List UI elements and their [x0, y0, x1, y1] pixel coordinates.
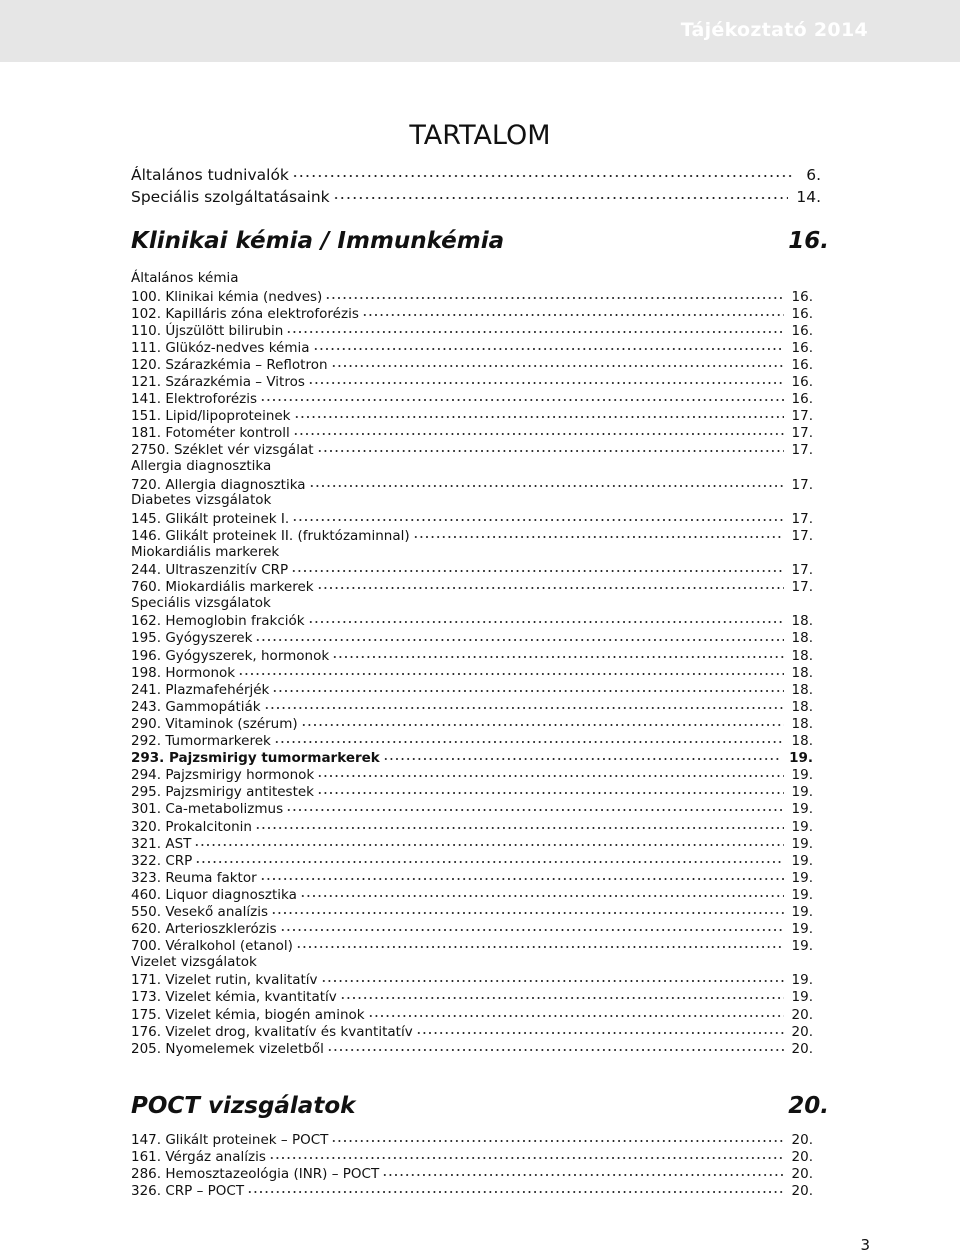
toc-entry-page: 19.	[791, 818, 813, 835]
toc-entry-page: 20.	[791, 1165, 813, 1182]
toc-entry[interactable]	[131, 424, 813, 441]
toc-entry[interactable]	[131, 321, 813, 338]
page-number: 3	[860, 1236, 870, 1254]
dot-leader	[260, 390, 784, 404]
dot-leader	[255, 629, 783, 643]
toc-entry[interactable]	[131, 1164, 813, 1181]
toc-entry[interactable]	[131, 287, 813, 304]
section-title: POCT vizsgálatok	[131, 1093, 356, 1119]
toc-entry[interactable]	[131, 732, 813, 749]
toc-entry-page: 18.	[791, 647, 813, 664]
toc-entry-label: 301. Ca-metabolizmus	[131, 801, 284, 817]
toc-entry-page: 18.	[791, 664, 813, 681]
dot-leader	[332, 646, 783, 660]
toc-entry-label: 326. CRP – POCT	[131, 1182, 245, 1199]
toc-entry[interactable]	[131, 1130, 813, 1147]
toc-entry-page: 16.	[791, 339, 813, 356]
toc-entry-label: 323. Reuma faktor	[131, 869, 257, 886]
toc-entry-page: 17.	[791, 527, 813, 544]
toc-entry[interactable]	[131, 526, 813, 543]
category-heading: Vizelet vizsgálatok	[131, 953, 257, 970]
header-band	[0, 0, 960, 62]
toc-entry-page: 19.	[791, 869, 813, 886]
dot-leader	[313, 338, 784, 352]
toc-entry-page: 19.	[789, 750, 813, 766]
section-toc-list-klinikai-kemia	[131, 270, 813, 1056]
category-heading: Speciális vizsgálatok	[131, 594, 271, 611]
toc-entry-label: 147. Glikált proteinek – POCT	[131, 1131, 329, 1148]
toc-entry-label: 145. Glikált proteinek I.	[131, 510, 290, 527]
toc-entry-page: 20.	[791, 1023, 813, 1040]
section-toc-list-poct	[131, 1130, 813, 1198]
toc-entry[interactable]	[131, 1181, 813, 1198]
toc-entry-label: 321. AST	[131, 835, 192, 852]
toc-entry-page: 19.	[791, 886, 813, 903]
toc-entry[interactable]	[131, 164, 821, 186]
toc-entry-label: 720. Allergia diagnosztika	[131, 476, 306, 493]
toc-entry[interactable]	[131, 304, 813, 321]
toc-entry-page: 19.	[791, 938, 813, 954]
category-heading: Allergia diagnosztika	[131, 458, 272, 475]
section-page: 16.	[788, 228, 829, 254]
toc-entry-page: 16.	[791, 356, 813, 373]
toc-entry[interactable]	[131, 817, 813, 834]
dot-leader	[264, 697, 784, 711]
toc-entry[interactable]	[131, 868, 813, 885]
toc-entry-label: 292. Tumormarkerek	[131, 733, 271, 749]
toc-entry-page: 20.	[791, 1006, 813, 1023]
toc-entry-label: 290. Vitaminok (szérum)	[131, 715, 298, 732]
dot-leader	[194, 834, 783, 848]
general-toc-list	[131, 164, 821, 208]
dot-leader	[362, 304, 784, 318]
dot-leader	[292, 509, 783, 523]
toc-entry[interactable]	[131, 783, 813, 800]
dot-leader	[238, 663, 783, 677]
toc-entry[interactable]	[131, 800, 813, 817]
toc-entry-label: 146. Glikált proteinek II. (fruktózaminnal)	[131, 527, 410, 544]
toc-entry-label: 700. Véralkohol (etanol)	[131, 938, 293, 954]
toc-entry-page: 19.	[791, 852, 813, 869]
toc-entry-label: 295. Pajzsmirigy antitestek	[131, 784, 315, 800]
toc-entry-page: 17.	[791, 408, 813, 424]
dot-leader	[317, 441, 784, 455]
toc-entry[interactable]	[131, 561, 813, 578]
toc-entry[interactable]	[131, 338, 813, 355]
toc-entry-page: 20.	[791, 1182, 813, 1199]
toc-entry[interactable]	[131, 1005, 813, 1022]
toc-entry-label: 171. Vizelet rutin, kvalitatív	[131, 972, 318, 988]
toc-entry-label: 294. Pajzsmirigy hormonok	[131, 767, 315, 783]
toc-entry-label: 161. Vérgáz analízis	[131, 1148, 266, 1165]
toc-entry-label: 198. Hormonok	[131, 664, 236, 681]
toc-entry-page: 16.	[791, 374, 813, 390]
toc-entry-label: 2750. Széklet vér vizsgálat	[131, 442, 314, 459]
toc-entry[interactable]	[131, 441, 813, 458]
toc-entry-label: 293. Pajzsmirigy tumormarkerek	[131, 750, 380, 766]
toc-entry-page: 18.	[791, 681, 813, 698]
toc-entry[interactable]	[131, 766, 813, 783]
toc-entry-label: 550. Vesekő analízis	[131, 903, 269, 920]
toc-entry[interactable]	[131, 475, 813, 492]
dot-leader	[317, 578, 784, 592]
toc-entry[interactable]	[131, 885, 813, 902]
toc-entry[interactable]	[131, 646, 813, 663]
toc-entry-label: 100. Klinikai kémia (nedves)	[131, 288, 323, 305]
section-heading-klinikai-kemia	[131, 228, 829, 254]
toc-entry[interactable]	[131, 971, 813, 988]
dot-leader	[333, 186, 789, 202]
toc-entry-label: 151. Lipid/lipoproteinek	[131, 408, 291, 424]
dot-leader	[272, 680, 783, 694]
toc-entry[interactable]	[131, 612, 813, 629]
dot-leader	[195, 851, 783, 865]
toc-entry-label: 320. Prokalcitonin	[131, 818, 252, 835]
section-page: 20.	[788, 1093, 829, 1119]
toc-entry-page: 16.	[791, 322, 813, 339]
section-title: Klinikai kémia / Immunkémia	[131, 228, 505, 254]
toc-entry-label: Speciális szolgáltatásaink	[131, 187, 330, 206]
toc-entry-page: 16.	[791, 305, 813, 322]
toc-entry[interactable]	[131, 578, 813, 595]
toc-title: TARTALOM	[409, 120, 551, 151]
dot-leader	[308, 373, 784, 387]
toc-entry[interactable]	[131, 509, 813, 526]
dot-leader	[416, 1022, 784, 1036]
toc-entry-label: 243. Gammopátiák	[131, 698, 261, 715]
dot-leader	[331, 1130, 783, 1144]
dot-leader	[340, 988, 784, 1002]
toc-entry-page: 6.	[806, 165, 821, 184]
toc-entry-page: 19.	[791, 801, 813, 817]
toc-entry-page: 20.	[791, 1148, 813, 1165]
toc-entry-page: 19.	[791, 784, 813, 800]
dot-leader	[327, 1039, 784, 1053]
dot-leader	[247, 1181, 783, 1195]
toc-entry-page: 19.	[791, 835, 813, 852]
toc-entry-page: 20.	[791, 1040, 813, 1057]
toc-entry-page: 17.	[791, 425, 813, 441]
toc-entry-label: 205. Nyomelemek vizeletből	[131, 1040, 324, 1057]
toc-entry-label: 241. Plazmafehérjék	[131, 681, 270, 698]
toc-entry[interactable]	[131, 834, 813, 851]
dot-leader	[293, 424, 784, 438]
toc-entry[interactable]	[131, 1147, 813, 1164]
dot-leader	[292, 164, 793, 180]
toc-entry[interactable]	[131, 663, 813, 680]
dot-leader	[271, 902, 783, 916]
toc-entry-label: 141. Elektroforézis	[131, 391, 258, 407]
toc-entry[interactable]	[131, 851, 813, 868]
toc-entry[interactable]	[131, 680, 813, 697]
toc-entry[interactable]	[131, 920, 813, 937]
toc-entry-label: 244. Ultraszenzitív CRP	[131, 562, 289, 578]
toc-entry-page: 18.	[791, 613, 813, 629]
dot-leader	[274, 732, 784, 746]
toc-entry-page: 18.	[791, 715, 813, 732]
dot-leader	[300, 885, 784, 899]
toc-entry-page: 17.	[791, 476, 813, 493]
toc-entry-page: 18.	[791, 630, 813, 647]
dot-leader	[317, 766, 783, 780]
toc-entry-label: 620. Arterioszklerózis	[131, 921, 277, 937]
toc-entry-label: 196. Gyógyszerek, hormonok	[131, 647, 330, 664]
toc-entry-label: 121. Szárazkémia – Vitros	[131, 374, 305, 390]
toc-entry-label: 111. Glükóz-nedves kémia	[131, 339, 310, 356]
section-heading-poct	[131, 1093, 829, 1119]
toc-entry-label: 110. Újszülött bilirubin	[131, 322, 284, 339]
toc-entry[interactable]	[131, 355, 813, 372]
toc-entry-label: 286. Hemosztazeológia (INR) – POCT	[131, 1165, 380, 1182]
toc-entry-page: 20.	[791, 1131, 813, 1148]
toc-entry-label: 322. CRP	[131, 852, 193, 869]
toc-entry[interactable]	[131, 937, 813, 954]
dot-leader	[331, 355, 784, 369]
toc-entry-page: 17.	[791, 442, 813, 459]
toc-entry[interactable]	[131, 1022, 813, 1039]
dot-leader	[309, 475, 784, 489]
category-heading: Általános kémia	[131, 270, 239, 286]
dot-leader	[294, 407, 784, 421]
toc-entry-label: 120. Szárazkémia – Reflotron	[131, 356, 328, 373]
toc-entry[interactable]	[131, 186, 821, 208]
toc-entry-label: 460. Liquor diagnosztika	[131, 886, 297, 903]
toc-entry-page: 17.	[791, 562, 813, 578]
toc-entry-label: 173. Vizelet kémia, kvantitatív	[131, 989, 337, 1006]
dot-leader	[255, 817, 784, 831]
toc-entry[interactable]	[131, 697, 813, 714]
toc-entry-label: 175. Vizelet kémia, biogén aminok	[131, 1006, 365, 1023]
toc-entry-page: 19.	[791, 767, 813, 783]
toc-entry[interactable]	[131, 749, 813, 766]
toc-entry[interactable]	[131, 988, 813, 1005]
dot-leader	[269, 1147, 784, 1161]
dot-leader	[280, 920, 784, 934]
category-heading: Diabetes vizsgálatok	[131, 492, 272, 509]
toc-entry-label: 102. Kapilláris zóna elektroforézis	[131, 305, 359, 322]
toc-entry-page: 18.	[791, 733, 813, 749]
dot-leader	[325, 287, 783, 301]
toc-entry[interactable]	[131, 1039, 813, 1056]
toc-entry-page: 18.	[791, 698, 813, 715]
toc-entry-page: 19.	[791, 989, 813, 1006]
dot-leader	[301, 714, 784, 728]
dot-leader	[317, 783, 784, 797]
dot-leader	[260, 868, 784, 882]
dot-leader	[321, 971, 784, 985]
dot-leader	[308, 612, 784, 626]
toc-entry[interactable]	[131, 902, 813, 919]
dot-leader	[296, 937, 784, 951]
toc-entry[interactable]	[131, 407, 813, 424]
dot-leader	[368, 1005, 784, 1019]
dot-leader	[382, 1164, 783, 1178]
toc-entry-label: 176. Vizelet drog, kvalitatív és kvantitatív	[131, 1023, 413, 1040]
toc-entry[interactable]	[131, 390, 813, 407]
dot-leader	[291, 561, 783, 575]
toc-entry[interactable]	[131, 714, 813, 731]
toc-entry-page: 16.	[791, 391, 813, 407]
dot-leader	[286, 321, 783, 335]
dot-leader	[286, 800, 783, 814]
toc-entry-page: 14.	[796, 187, 821, 206]
toc-entry-label: 195. Gyógyszerek	[131, 630, 253, 647]
toc-entry-label: 181. Fotométer kontroll	[131, 425, 290, 441]
toc-entry-page: 19.	[791, 921, 813, 937]
toc-entry-page: 19.	[791, 903, 813, 920]
dot-leader	[383, 749, 781, 763]
category-heading: Miokardiális markerek	[131, 543, 280, 560]
header-title: Tájékoztató 2014	[680, 19, 868, 41]
toc-entry[interactable]	[131, 373, 813, 390]
toc-entry-label: Általános tudnivalók	[131, 165, 289, 184]
dot-leader	[413, 526, 784, 540]
toc-entry-page: 19.	[791, 972, 813, 988]
toc-entry-label: 162. Hemoglobin frakciók	[131, 613, 305, 629]
toc-entry[interactable]	[131, 629, 813, 646]
toc-entry-label: 760. Miokardiális markerek	[131, 579, 314, 595]
toc-entry-page: 16.	[791, 288, 813, 305]
toc-entry-page: 17.	[791, 579, 813, 595]
toc-entry-page: 17.	[791, 510, 813, 527]
